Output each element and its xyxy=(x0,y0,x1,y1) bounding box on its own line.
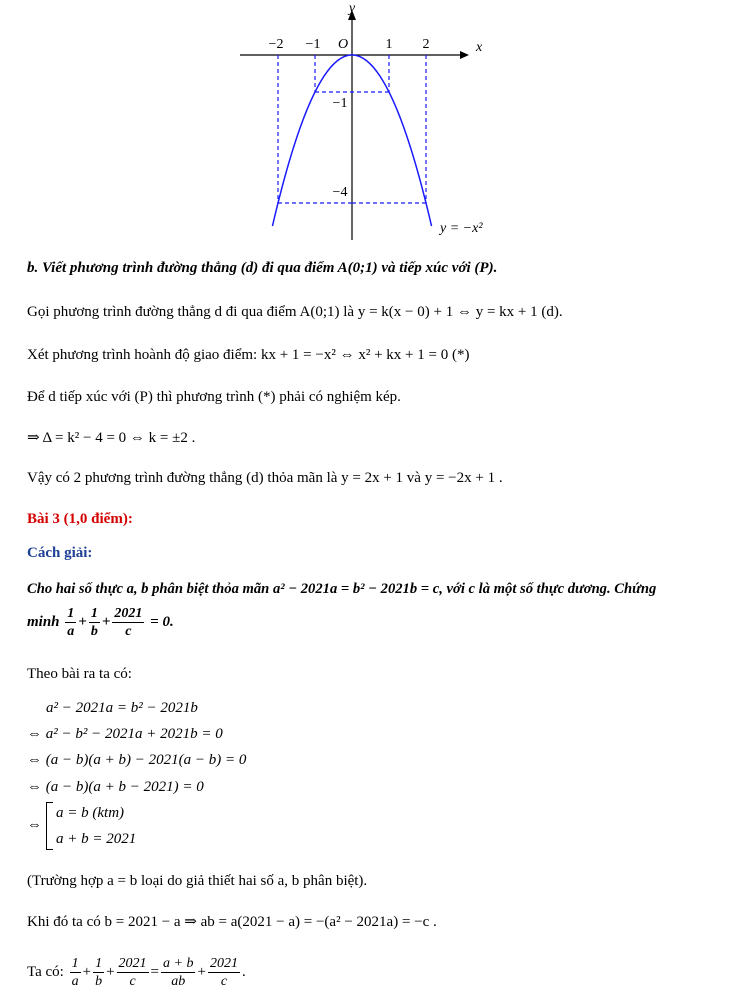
final-prefix: Ta có: xyxy=(27,963,64,980)
problem-line-1: Cho hai số thực a, b phân biệt thỏa mãn a² − 2021a = b² − 2021b = c, với c là một số thực dương. Chứng xyxy=(27,581,657,597)
case-bracket xyxy=(46,802,53,850)
y-tick-label: −1 xyxy=(332,96,348,111)
bai3-title: Bài 3 (1,0 điểm): xyxy=(27,511,133,527)
x-tick-label: 2 xyxy=(422,37,430,52)
x-axis-arrow xyxy=(460,51,469,59)
fraction-a-plus-b-over-ab: $\frac{a + b}{ab}$ xyxy=(163,956,194,989)
step-2: ⇔ a² − b² − 2021a + 2021b = 0 xyxy=(27,726,223,742)
part-b-heading: b. Viết phương trình đường thẳng (d) đi qua điểm A(0;1) và tiếp xúc với (P). xyxy=(27,260,498,276)
step-3: ⇔ (a − b)(a + b) − 2021(a − b) = 0 xyxy=(27,752,247,768)
case-2: a + b = 2021 xyxy=(56,831,137,847)
part-b-line-3: Để d tiếp xúc với (P) thì phương trình (*) phải có nghiệm kép. xyxy=(27,389,401,405)
problem-suffix: = 0. xyxy=(150,613,174,630)
x-axis-label: x xyxy=(476,40,483,55)
curve-label: y = −x² xyxy=(440,221,483,236)
case-equivalence: ⇔ xyxy=(27,817,42,833)
part-b-line-2: Xét phương trình hoành độ giao điểm: kx + 1 = −x² ⇔ x² + kx + 1 = 0 (*) xyxy=(27,347,470,363)
case-1: a = b (ktm) xyxy=(56,805,125,821)
note-text: (Trường hợp a = b loại do giả thiết hai số a, b phân biệt). xyxy=(27,873,368,889)
parabola-graph xyxy=(220,0,520,245)
x-tick-label: −2 xyxy=(268,37,284,52)
x-tick-label: 1 xyxy=(385,37,393,52)
part-b-line-1: Gọi phương trình đường thẳng d đi qua điểm A(0;1) là y = k(x − 0) + 1 ⇔ y = kx + 1 (d). xyxy=(27,304,563,320)
y-tick-label: −4 xyxy=(332,185,348,200)
origin-label: O xyxy=(337,37,349,52)
part-b-line-5: Vậy có 2 phương trình đường thẳng (d) thỏa mãn là y = 2x + 1 và y = −2x + 1 . xyxy=(27,470,503,486)
step-1: a² − 2021a = b² − 2021b xyxy=(46,700,198,716)
step-4: ⇔ (a − b)(a + b − 2021) = 0 xyxy=(27,779,204,795)
fraction-1-over-b: $\frac{1}{b}$ xyxy=(90,606,98,639)
fraction-1-over-a: $\frac{1}{a}$ xyxy=(67,606,75,639)
intro-text: Theo bài ra ta có: xyxy=(27,666,132,682)
problem-prefix: minh xyxy=(27,613,60,630)
fraction-1-over-a: $\frac{1}{a}$ xyxy=(71,956,79,989)
fraction-2021-over-c: $\frac{2021}{c}$ xyxy=(114,606,143,639)
fraction-2021-over-c: $\frac{2021}{c}$ xyxy=(209,956,238,989)
x-tick-label: −1 xyxy=(305,37,321,52)
method-label: Cách giải: xyxy=(27,545,93,561)
fraction-2021-over-c: $\frac{2021}{c}$ xyxy=(118,956,147,989)
problem-line-2: minh $\frac{1}{a}$ + $\frac{1}{b}$ + $\frac{2021}{c}$ = 0. xyxy=(27,606,174,639)
part-b-line-4: ⇒ Δ = k² − 4 = 0 ⇔ k = ±2 . xyxy=(27,430,196,446)
fraction-1-over-b: $\frac{1}{b}$ xyxy=(95,956,103,989)
y-axis-label: y xyxy=(348,1,356,16)
then-text: Khi đó ta có b = 2021 − a ⇒ ab = a(2021 − a) = −(a² − 2021a) = −c . xyxy=(27,914,437,930)
final-equation: Ta có: $\frac{1}{a}$ + $\frac{1}{b}$ + $\frac{2021}{c}$ = $\frac{a + b}{ab}$ + $\frac{2021}{c}$ . xyxy=(27,956,246,989)
